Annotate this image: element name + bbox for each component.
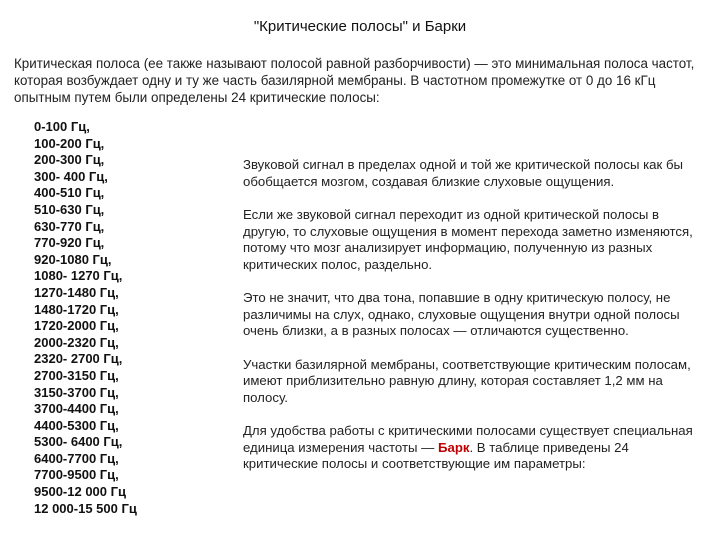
critical-bands-list (34, 119, 137, 517)
bark-outro-text: . В таблице приведены 24 критические полосы и соответствующие им параметры: (243, 439, 629, 471)
list-item: 1480-1720 Гц, (34, 301, 119, 317)
list-item: 1080- 1270 Гц, (34, 268, 123, 284)
list-item: 920-1080 Гц, (34, 251, 112, 267)
intro-paragraph: Критическая полоса (ее также называют полосой равной разборчивости) — это минимальная полоса частот, которая возбуждает одну и ту же часть базилярной мембраны. В частотном промежутке от 0 до 16 кГц опытным путем были определены 24 критические полосы: (14, 56, 695, 105)
list-item: 770-920 Гц, (34, 235, 105, 251)
bark-intro-text: Для удобства работы с критическими полосами существует специальная единица измерения частоты — (243, 423, 693, 455)
list-item: 510-630 Гц, (34, 201, 105, 217)
list-item: 4400-5300 Гц, (34, 417, 119, 433)
list-item: 2320- 2700 Гц, (34, 351, 123, 367)
list-item: 630-770 Гц, (34, 218, 105, 234)
explanation-text (243, 157, 705, 490)
list-item: 9500-12 000 Гц (34, 484, 126, 500)
list-item: 300- 400 Гц, (34, 168, 108, 184)
list-item: 100-200 Гц, (34, 135, 105, 151)
note-paragraph-band-transition: Если же звуковой сигнал переходит из одной критической полосы в другую, то слуховые ощущения в момент перехода заметно изменяются, потому что мозг анализирует информацию, полученную из разных критических полос, раздельно. (243, 207, 693, 272)
list-item: 400-510 Гц, (34, 185, 105, 201)
list-item: 1270-1480 Гц, (34, 284, 119, 300)
note-paragraph-distinguishability: Это не значит, что два тона, попавшие в одну критическую полосу, не различимы на слух, однако, слуховые ощущения внутри одной полосы очень близки, а в разных полосах — отличаются существенно. (243, 290, 680, 338)
page-title: "Критические полосы" и Барки (253, 18, 467, 35)
note-paragraph-bark-unit (243, 423, 705, 473)
list-item: 7700-9500 Гц, (34, 467, 119, 483)
list-item: 3150-3700 Гц, (34, 384, 119, 400)
list-item: 2000-2320 Гц, (34, 334, 119, 350)
note-paragraph-same-band: Звуковой сигнал в пределах одной и той же критической полосы как бы обобщается мозгом, создавая близкие слуховые ощущения. (243, 157, 683, 189)
note-paragraph-membrane-length: Участки базилярной мембраны, соответствующие критическим полосам, имеют приблизительно равную длину, которая составляет 1,2 мм на полосу. (243, 356, 691, 405)
list-item: 0-100 Гц, (34, 119, 90, 134)
list-item: 200-300 Гц, (34, 152, 105, 168)
list-item: 2700-3150 Гц, (34, 367, 119, 383)
list-item: 1720-2000 Гц, (34, 318, 119, 334)
list-item: 12 000-15 500 Гц (34, 500, 137, 516)
list-item: 6400-7700 Гц, (34, 450, 119, 466)
list-item: 5300- 6400 Гц, (34, 434, 123, 450)
list-item: 3700-4400 Гц, (34, 401, 119, 417)
bark-term: Барк (438, 439, 470, 455)
